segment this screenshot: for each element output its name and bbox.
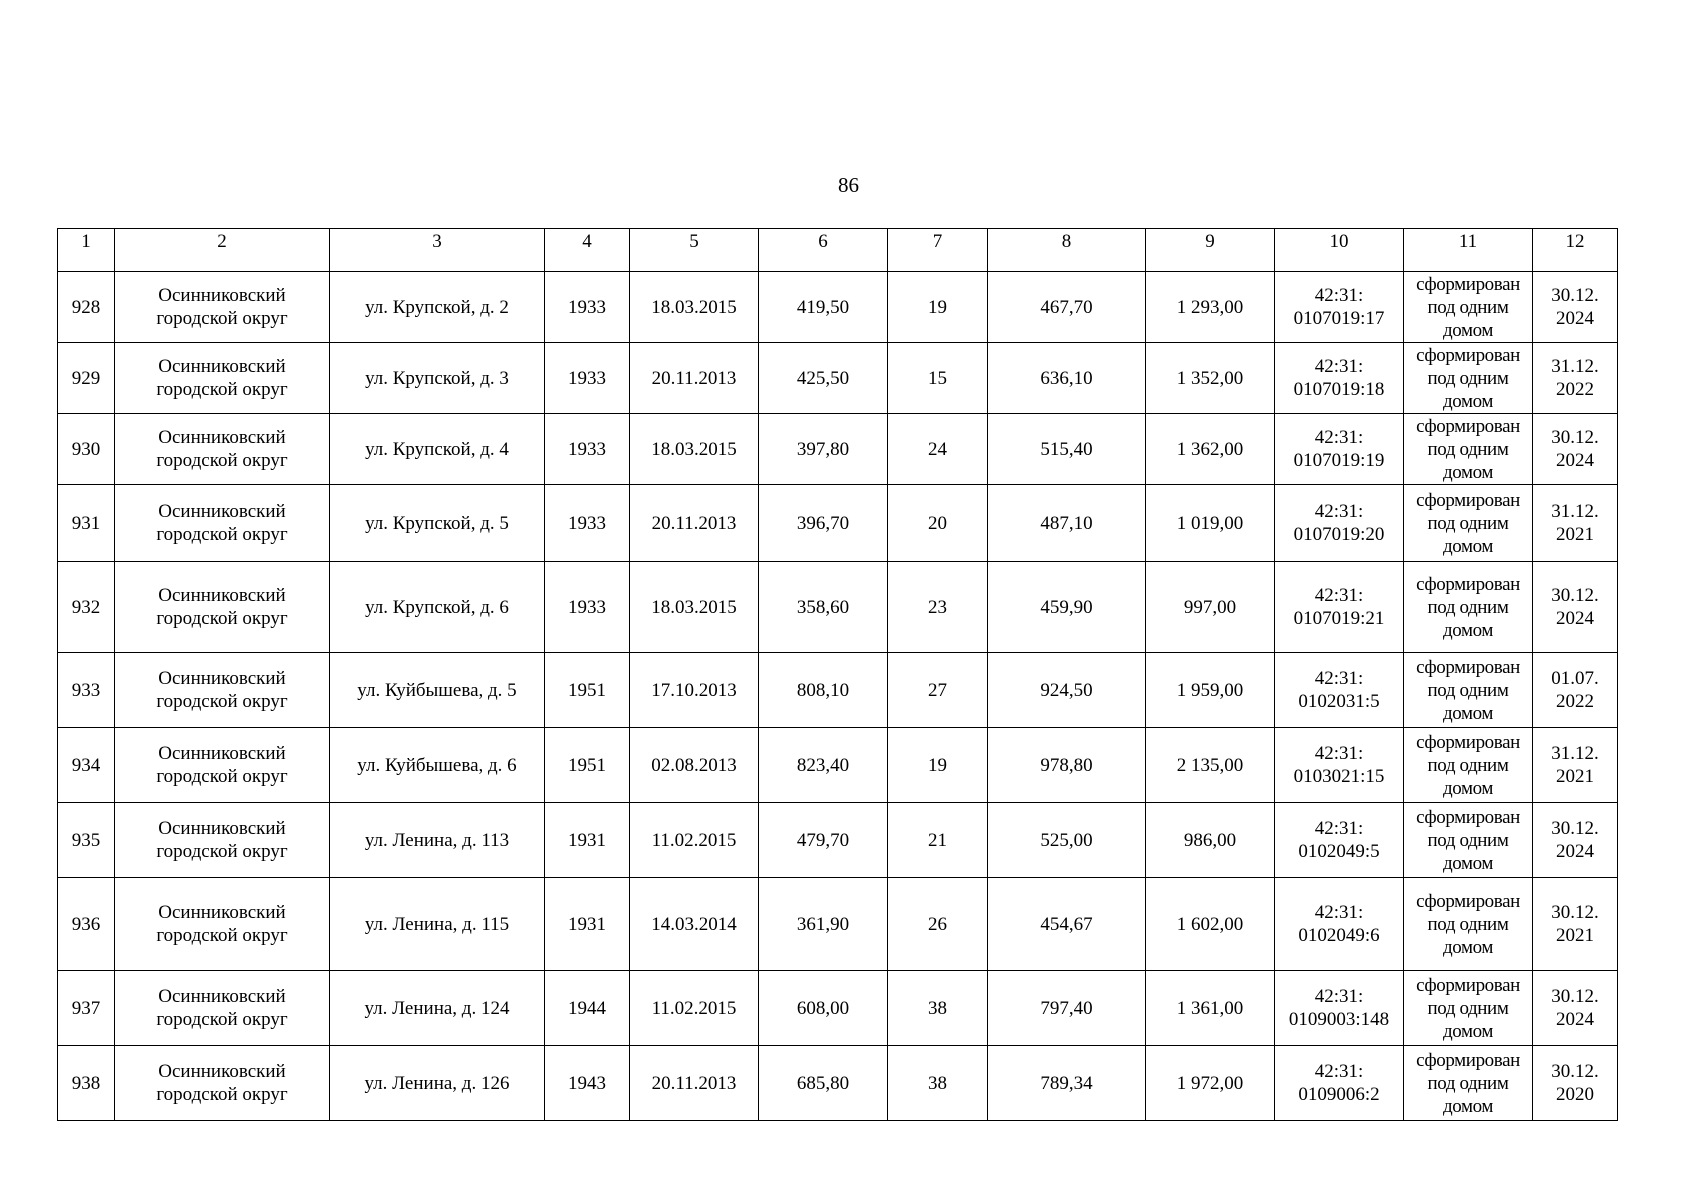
build-year-cell: 1951 — [545, 653, 630, 728]
deadline-line-2: 2024 — [1556, 1009, 1594, 1030]
cadastral-line-1: 42:31: — [1314, 501, 1364, 522]
deadline-line-1: 30.12. — [1551, 818, 1599, 839]
column-header: 1 — [58, 229, 115, 272]
address-cell: ул. Крупской, д. 2 — [330, 272, 545, 343]
municipality-line-2: городской округ — [156, 450, 288, 471]
municipality-line-2: городской округ — [156, 1084, 288, 1105]
municipality-line-2: городской округ — [156, 379, 288, 400]
deadline-line-1: 30.12. — [1551, 427, 1599, 448]
value-col9-cell: 1 959,00 — [1146, 653, 1275, 728]
column-header: 3 — [330, 229, 545, 272]
status-line-2: под одним — [1427, 1072, 1509, 1094]
value-col7-cell: 19 — [888, 272, 988, 343]
cadastral-line-1: 42:31: — [1314, 743, 1364, 764]
status-line-3: домом — [1443, 777, 1493, 799]
value-col8-cell: 459,90 — [988, 562, 1146, 653]
row-number-cell: 930 — [58, 414, 115, 485]
status-cell — [1404, 562, 1533, 653]
address-cell: ул. Крупской, д. 3 — [330, 343, 545, 414]
status-line-3: домом — [1443, 1095, 1493, 1117]
status-line-3: домом — [1443, 702, 1493, 724]
deadline-cell — [1533, 272, 1618, 343]
column-header: 6 — [759, 229, 888, 272]
cadastral-number-cell — [1275, 728, 1404, 803]
value-col7-cell: 19 — [888, 728, 988, 803]
value-col9-cell: 1 019,00 — [1146, 485, 1275, 562]
table-row — [58, 803, 1618, 878]
cadastral-number-cell — [1275, 562, 1404, 653]
deadline-line-1: 31.12. — [1551, 501, 1599, 522]
cadastral-line-1: 42:31: — [1314, 356, 1364, 377]
status-line-1: сформирован — [1416, 273, 1520, 295]
status-line-3: домом — [1443, 852, 1493, 874]
row-number-cell: 932 — [58, 562, 115, 653]
deadline-line-2: 2021 — [1556, 925, 1594, 946]
address-cell: ул. Ленина, д. 115 — [330, 878, 545, 971]
municipality-cell — [115, 803, 330, 878]
municipality-cell — [115, 343, 330, 414]
build-year-cell: 1943 — [545, 1046, 630, 1121]
municipality-line-1: Осинниковский — [158, 356, 286, 377]
deadline-cell — [1533, 878, 1618, 971]
cadastral-line-1: 42:31: — [1314, 902, 1364, 923]
status-line-2: под одним — [1427, 913, 1509, 935]
deadline-line-1: 30.12. — [1551, 285, 1599, 306]
address-cell: ул. Куйбышева, д. 5 — [330, 653, 545, 728]
value-col9-cell: 1 362,00 — [1146, 414, 1275, 485]
column-header: 10 — [1275, 229, 1404, 272]
value-col9-cell: 2 135,00 — [1146, 728, 1275, 803]
municipality-cell — [115, 272, 330, 343]
cadastral-line-2: 0109003:148 — [1288, 1009, 1390, 1030]
status-cell — [1404, 485, 1533, 562]
build-year-cell: 1931 — [545, 878, 630, 971]
municipality-line-1: Осинниковский — [158, 427, 286, 448]
build-year-cell: 1944 — [545, 971, 630, 1046]
value-col9-cell: 1 972,00 — [1146, 1046, 1275, 1121]
municipality-line-1: Осинниковский — [158, 818, 286, 839]
cadastral-line-1: 42:31: — [1314, 668, 1364, 689]
cadastral-line-2: 0102049:5 — [1298, 841, 1380, 862]
municipality-line-1: Осинниковский — [158, 585, 286, 606]
build-year-cell: 1933 — [545, 272, 630, 343]
value-col7-cell: 27 — [888, 653, 988, 728]
column-header: 11 — [1404, 229, 1533, 272]
status-line-3: домом — [1443, 535, 1493, 557]
address-cell: ул. Крупской, д. 5 — [330, 485, 545, 562]
table-row — [58, 878, 1618, 971]
cadastral-line-2: 0107019:18 — [1293, 379, 1385, 400]
cadastral-number-cell — [1275, 971, 1404, 1046]
column-header: 4 — [545, 229, 630, 272]
cadastral-line-1: 42:31: — [1314, 986, 1364, 1007]
date-cell: 11.02.2015 — [630, 971, 759, 1046]
deadline-cell — [1533, 728, 1618, 803]
deadline-cell — [1533, 803, 1618, 878]
value-col6-cell: 361,90 — [759, 878, 888, 971]
cadastral-line-2: 0102049:6 — [1298, 925, 1380, 946]
cadastral-number-cell — [1275, 803, 1404, 878]
deadline-line-2: 2021 — [1556, 766, 1594, 787]
status-cell — [1404, 803, 1533, 878]
address-cell: ул. Ленина, д. 124 — [330, 971, 545, 1046]
column-header: 2 — [115, 229, 330, 272]
status-cell — [1404, 653, 1533, 728]
deadline-line-2: 2024 — [1556, 608, 1594, 629]
table-row — [58, 414, 1618, 485]
cadastral-number-cell — [1275, 272, 1404, 343]
municipality-line-1: Осинниковский — [158, 743, 286, 764]
date-cell: 20.11.2013 — [630, 485, 759, 562]
address-cell: ул. Крупской, д. 4 — [330, 414, 545, 485]
municipality-cell — [115, 653, 330, 728]
municipality-cell — [115, 414, 330, 485]
date-cell: 18.03.2015 — [630, 562, 759, 653]
municipality-line-2: городской округ — [156, 925, 288, 946]
status-line-3: домом — [1443, 936, 1493, 958]
status-cell — [1404, 878, 1533, 971]
deadline-line-1: 30.12. — [1551, 1061, 1599, 1082]
cadastral-number-cell — [1275, 485, 1404, 562]
municipality-line-1: Осинниковский — [158, 501, 286, 522]
status-line-3: домом — [1443, 619, 1493, 641]
date-cell: 20.11.2013 — [630, 343, 759, 414]
header-row — [58, 229, 1618, 272]
column-header: 5 — [630, 229, 759, 272]
date-cell: 17.10.2013 — [630, 653, 759, 728]
municipality-line-1: Осинниковский — [158, 902, 286, 923]
address-cell: ул. Ленина, д. 113 — [330, 803, 545, 878]
municipality-line-2: городской округ — [156, 766, 288, 787]
build-year-cell: 1933 — [545, 343, 630, 414]
cadastral-line-2: 0107019:21 — [1293, 608, 1385, 629]
deadline-line-2: 2021 — [1556, 524, 1594, 545]
deadline-line-2: 2024 — [1556, 308, 1594, 329]
deadline-line-2: 2022 — [1556, 379, 1594, 400]
address-cell: ул. Ленина, д. 126 — [330, 1046, 545, 1121]
row-number-cell: 929 — [58, 343, 115, 414]
value-col9-cell: 997,00 — [1146, 562, 1275, 653]
status-line-2: под одним — [1427, 596, 1509, 618]
value-col9-cell: 1 361,00 — [1146, 971, 1275, 1046]
status-line-2: под одним — [1427, 512, 1509, 534]
cadastral-line-2: 0109006:2 — [1298, 1084, 1380, 1105]
status-line-1: сформирован — [1416, 656, 1520, 678]
deadline-line-2: 2024 — [1556, 841, 1594, 862]
row-number-cell: 935 — [58, 803, 115, 878]
municipality-line-2: городской округ — [156, 524, 288, 545]
status-line-1: сформирован — [1416, 806, 1520, 828]
row-number-cell: 936 — [58, 878, 115, 971]
date-cell: 11.02.2015 — [630, 803, 759, 878]
status-line-1: сформирован — [1416, 890, 1520, 912]
cadastral-number-cell — [1275, 653, 1404, 728]
table-row — [58, 562, 1618, 653]
table-header — [58, 229, 1618, 272]
status-line-1: сформирован — [1416, 731, 1520, 753]
row-number-cell: 933 — [58, 653, 115, 728]
deadline-line-1: 30.12. — [1551, 986, 1599, 1007]
status-cell — [1404, 728, 1533, 803]
deadline-cell — [1533, 485, 1618, 562]
build-year-cell: 1933 — [545, 562, 630, 653]
status-line-1: сформирован — [1416, 489, 1520, 511]
date-cell: 18.03.2015 — [630, 414, 759, 485]
table-row — [58, 728, 1618, 803]
status-line-1: сформирован — [1416, 573, 1520, 595]
deadline-line-1: 30.12. — [1551, 585, 1599, 606]
build-year-cell: 1933 — [545, 414, 630, 485]
status-cell — [1404, 343, 1533, 414]
value-col6-cell: 823,40 — [759, 728, 888, 803]
deadline-line-2: 2020 — [1556, 1084, 1594, 1105]
status-line-1: сформирован — [1416, 415, 1520, 437]
cadastral-number-cell — [1275, 878, 1404, 971]
column-header: 9 — [1146, 229, 1275, 272]
value-col6-cell: 608,00 — [759, 971, 888, 1046]
deadline-cell — [1533, 653, 1618, 728]
date-cell: 18.03.2015 — [630, 272, 759, 343]
row-number-cell: 934 — [58, 728, 115, 803]
cadastral-line-2: 0107019:20 — [1293, 524, 1385, 545]
status-line-3: домом — [1443, 319, 1493, 341]
page-number: 86 — [838, 173, 859, 197]
deadline-cell — [1533, 414, 1618, 485]
municipality-line-1: Осинниковский — [158, 668, 286, 689]
row-number-cell: 937 — [58, 971, 115, 1046]
value-col6-cell: 425,50 — [759, 343, 888, 414]
municipality-line-2: городской округ — [156, 1009, 288, 1030]
deadline-cell — [1533, 971, 1618, 1046]
status-line-3: домом — [1443, 461, 1493, 483]
municipality-line-2: городской округ — [156, 841, 288, 862]
table-body — [58, 272, 1618, 1121]
municipality-cell — [115, 562, 330, 653]
cadastral-number-cell — [1275, 414, 1404, 485]
table-row — [58, 1046, 1618, 1121]
status-cell — [1404, 1046, 1533, 1121]
municipality-line-2: городской округ — [156, 608, 288, 629]
cadastral-line-1: 42:31: — [1314, 427, 1364, 448]
value-col8-cell: 454,67 — [988, 878, 1146, 971]
value-col8-cell: 515,40 — [988, 414, 1146, 485]
deadline-line-1: 31.12. — [1551, 356, 1599, 377]
value-col6-cell: 419,50 — [759, 272, 888, 343]
cadastral-line-2: 0107019:17 — [1293, 308, 1385, 329]
municipality-line-1: Осинниковский — [158, 986, 286, 1007]
status-line-2: под одним — [1427, 679, 1509, 701]
table-row — [58, 343, 1618, 414]
table-row — [58, 653, 1618, 728]
status-line-2: под одним — [1427, 438, 1509, 460]
cadastral-line-2: 0107019:19 — [1293, 450, 1385, 471]
value-col6-cell: 396,70 — [759, 485, 888, 562]
value-col6-cell: 685,80 — [759, 1046, 888, 1121]
value-col7-cell: 38 — [888, 1046, 988, 1121]
status-line-2: под одним — [1427, 296, 1509, 318]
status-line-3: домом — [1443, 1020, 1493, 1042]
status-cell — [1404, 414, 1533, 485]
table-row — [58, 485, 1618, 562]
value-col8-cell: 525,00 — [988, 803, 1146, 878]
value-col7-cell: 21 — [888, 803, 988, 878]
deadline-cell — [1533, 562, 1618, 653]
municipality-line-1: Осинниковский — [158, 285, 286, 306]
status-line-2: под одним — [1427, 367, 1509, 389]
value-col9-cell: 1 293,00 — [1146, 272, 1275, 343]
value-col7-cell: 20 — [888, 485, 988, 562]
value-col7-cell: 38 — [888, 971, 988, 1046]
value-col8-cell: 978,80 — [988, 728, 1146, 803]
address-cell: ул. Куйбышева, д. 6 — [330, 728, 545, 803]
date-cell: 20.11.2013 — [630, 1046, 759, 1121]
registry-table — [57, 228, 1618, 1121]
municipality-cell — [115, 728, 330, 803]
municipality-cell — [115, 485, 330, 562]
value-col9-cell: 986,00 — [1146, 803, 1275, 878]
address-cell: ул. Крупской, д. 6 — [330, 562, 545, 653]
value-col6-cell: 358,60 — [759, 562, 888, 653]
cadastral-line-1: 42:31: — [1314, 1061, 1364, 1082]
date-cell: 14.03.2014 — [630, 878, 759, 971]
cadastral-line-1: 42:31: — [1314, 285, 1364, 306]
row-number-cell: 931 — [58, 485, 115, 562]
municipality-line-2: городской округ — [156, 691, 288, 712]
municipality-cell — [115, 878, 330, 971]
status-line-2: под одним — [1427, 997, 1509, 1019]
cadastral-line-2: 0103021:15 — [1293, 766, 1385, 787]
deadline-line-1: 31.12. — [1551, 743, 1599, 764]
deadline-line-2: 2024 — [1556, 450, 1594, 471]
municipality-line-1: Осинниковский — [158, 1061, 286, 1082]
column-header: 12 — [1533, 229, 1618, 272]
column-header: 8 — [988, 229, 1146, 272]
value-col9-cell: 1 352,00 — [1146, 343, 1275, 414]
deadline-line-1: 01.07. — [1551, 668, 1599, 689]
status-line-1: сформирован — [1416, 974, 1520, 996]
date-cell: 02.08.2013 — [630, 728, 759, 803]
municipality-cell — [115, 1046, 330, 1121]
deadline-cell — [1533, 343, 1618, 414]
value-col8-cell: 797,40 — [988, 971, 1146, 1046]
build-year-cell: 1933 — [545, 485, 630, 562]
cadastral-number-cell — [1275, 343, 1404, 414]
value-col8-cell: 789,34 — [988, 1046, 1146, 1121]
status-cell — [1404, 272, 1533, 343]
status-line-3: домом — [1443, 390, 1493, 412]
table-row — [58, 971, 1618, 1046]
table-row — [58, 272, 1618, 343]
build-year-cell: 1951 — [545, 728, 630, 803]
value-col8-cell: 487,10 — [988, 485, 1146, 562]
cadastral-line-1: 42:31: — [1314, 818, 1364, 839]
value-col6-cell: 808,10 — [759, 653, 888, 728]
value-col8-cell: 924,50 — [988, 653, 1146, 728]
value-col6-cell: 479,70 — [759, 803, 888, 878]
deadline-line-2: 2022 — [1556, 691, 1594, 712]
cadastral-number-cell — [1275, 1046, 1404, 1121]
value-col7-cell: 24 — [888, 414, 988, 485]
value-col7-cell: 23 — [888, 562, 988, 653]
status-line-2: под одним — [1427, 829, 1509, 851]
value-col7-cell: 26 — [888, 878, 988, 971]
status-line-1: сформирован — [1416, 344, 1520, 366]
value-col9-cell: 1 602,00 — [1146, 878, 1275, 971]
build-year-cell: 1931 — [545, 803, 630, 878]
row-number-cell: 928 — [58, 272, 115, 343]
value-col8-cell: 467,70 — [988, 272, 1146, 343]
status-line-2: под одним — [1427, 754, 1509, 776]
status-line-1: сформирован — [1416, 1049, 1520, 1071]
column-header: 7 — [888, 229, 988, 272]
cadastral-line-2: 0102031:5 — [1298, 691, 1380, 712]
deadline-line-1: 30.12. — [1551, 902, 1599, 923]
value-col6-cell: 397,80 — [759, 414, 888, 485]
municipality-line-2: городской округ — [156, 308, 288, 329]
value-col8-cell: 636,10 — [988, 343, 1146, 414]
cadastral-line-1: 42:31: — [1314, 585, 1364, 606]
value-col7-cell: 15 — [888, 343, 988, 414]
municipality-cell — [115, 971, 330, 1046]
row-number-cell: 938 — [58, 1046, 115, 1121]
deadline-cell — [1533, 1046, 1618, 1121]
status-cell — [1404, 971, 1533, 1046]
